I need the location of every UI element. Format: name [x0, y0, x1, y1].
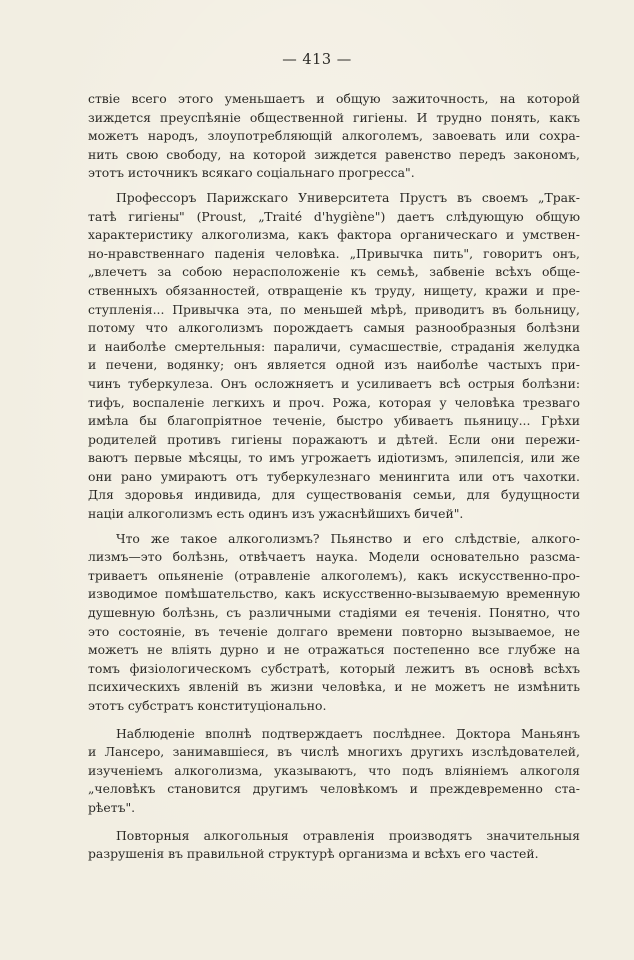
text-line: ствіе всего этого уменьшаетъ и общую зажиточность, на которой: [88, 91, 580, 106]
text-line: ваютъ первые мѣсяцы, то имъ угрожаетъ идіотизмъ, эпилепсія, или же: [88, 450, 580, 466]
text-line: они рано умираютъ отъ туберкулезнаго менингита или отъ чахотки.: [88, 468, 580, 484]
text-line: это состояніе, въ теченіе долгаго времени повторно вызываемое, не: [88, 623, 580, 639]
text-line: „влечетъ за собою нерасположеніе къ семьѣ, забвеніе всѣхъ обще-: [88, 264, 580, 280]
text-line: ственныхъ обязанностей, отвращеніе къ труду, нищету, кражи и пре-: [88, 282, 580, 298]
text-line: психическихъ явленій въ жизни человѣка, и не можетъ не измѣнить: [88, 679, 580, 695]
text-line: можетъ не вліять дурно и не отражаться постепенно все глубже на: [88, 642, 580, 658]
text-line: тифъ, воспаленіе легкихъ и проч. Рожа, которая у человѣка трезваго: [88, 394, 580, 410]
text-line: и наиболѣе смертельныя: параличи, сумасшествіе, страданія желудка: [88, 338, 580, 354]
text-line: изученіемъ алкоголизма, указываютъ, что подъ вліяніемъ алкоголя: [88, 762, 580, 778]
text-line: націи алкоголизмъ есть одинъ изъ ужаснѣйшихъ бичей".: [88, 506, 464, 522]
paragraph: [88, 725, 580, 818]
text-line: можетъ народъ, злоупотребляющій алкоголемъ, завоевать или сохра-: [88, 128, 580, 144]
text-line: но-нравственнаго паденія человѣка. „Привычка пить", говоритъ онъ,: [88, 245, 580, 261]
text-line: Профессоръ Парижскаго Университета Прустъ въ своемъ „Трак-: [116, 189, 580, 205]
text-line: этотъ источникъ всякаго соціальнаго прогресса".: [88, 165, 415, 181]
paragraph: [88, 90, 580, 183]
text-line: изводимое помѣшательство, какъ искусственно-вызываемую временную: [88, 586, 580, 602]
text-line: рѣетъ".: [88, 799, 136, 815]
text-line: ступленія... Привычка эта, по меньшей мѣрѣ, приводитъ въ больницу,: [88, 301, 580, 317]
body-text: [88, 90, 580, 864]
text-line: душевную болѣзнь, съ различными стадіями ея теченія. Понятно, что: [88, 605, 580, 621]
text-line: нить свою свободу, на которой зиждется равенство передъ закономъ,: [88, 146, 580, 162]
paragraph: [88, 827, 580, 864]
text-line: зиждется преуспѣяніе общественной гигіены. И трудно понять, какъ: [88, 109, 580, 125]
text-line: потому что алкоголизмъ порождаетъ самыя разнообразныя болѣзни: [88, 320, 580, 336]
text-line: чинъ туберкулеза. Онъ осложняетъ и усиливаетъ всѣ острыя болѣзни:: [88, 375, 580, 391]
text-line: Для здоровья индивида, для существованія семьи, для будущности: [88, 487, 580, 503]
text-line: Что же такое алкоголизмъ? Пьянство и его слѣдствіе, алкого-: [116, 530, 580, 546]
text-line: Повторныя алкогольныя отравленія производятъ значительныя: [116, 827, 580, 843]
text-line: и печени, водянку; онъ является одной изъ наиболѣе частыхъ при-: [88, 357, 580, 373]
text-line: разрушенія въ правильной структурѣ организма и всѣхъ его частей.: [88, 846, 539, 862]
text-line: Наблюденіе вполнѣ подтверждаетъ послѣднее. Доктора Маньянъ: [116, 725, 580, 741]
text-line: родителей противъ гигіены поражаютъ и дѣтей. Если они пережи-: [88, 431, 580, 447]
text-line: лизмъ—это болѣзнь, отвѣчаетъ наука. Модели основательно разсма-: [88, 549, 580, 565]
text-line: характеристику алкоголизма, какъ фактора органическаго и умствен-: [88, 227, 580, 243]
paragraph: [88, 189, 580, 524]
text-line: и Лансеро, занимавшіеся, въ числѣ многихъ другихъ изслѣдователей,: [88, 744, 580, 760]
paragraph: [88, 530, 580, 716]
text-line: томъ физіологическомъ субстратѣ, который лежитъ въ основѣ всѣхъ: [88, 660, 580, 676]
text-line: татѣ гигіены" (Proust, „Traité d'hygiène") даетъ слѣдующую общую: [88, 208, 580, 224]
text-line: этотъ субстратъ конституціонально.: [88, 698, 327, 713]
text-line: „человѣкъ становится другимъ человѣкомъ и преждевременно ста-: [88, 781, 580, 797]
text-line: имѣла бы благопріятное теченіе, быстро убиваетъ пьяницу... Грѣхи: [88, 413, 580, 429]
page-number: — 413 —: [282, 52, 352, 68]
text-line: триваетъ опьяненіе (отравленіе алкоголемъ), какъ искусственно-про-: [88, 567, 580, 583]
